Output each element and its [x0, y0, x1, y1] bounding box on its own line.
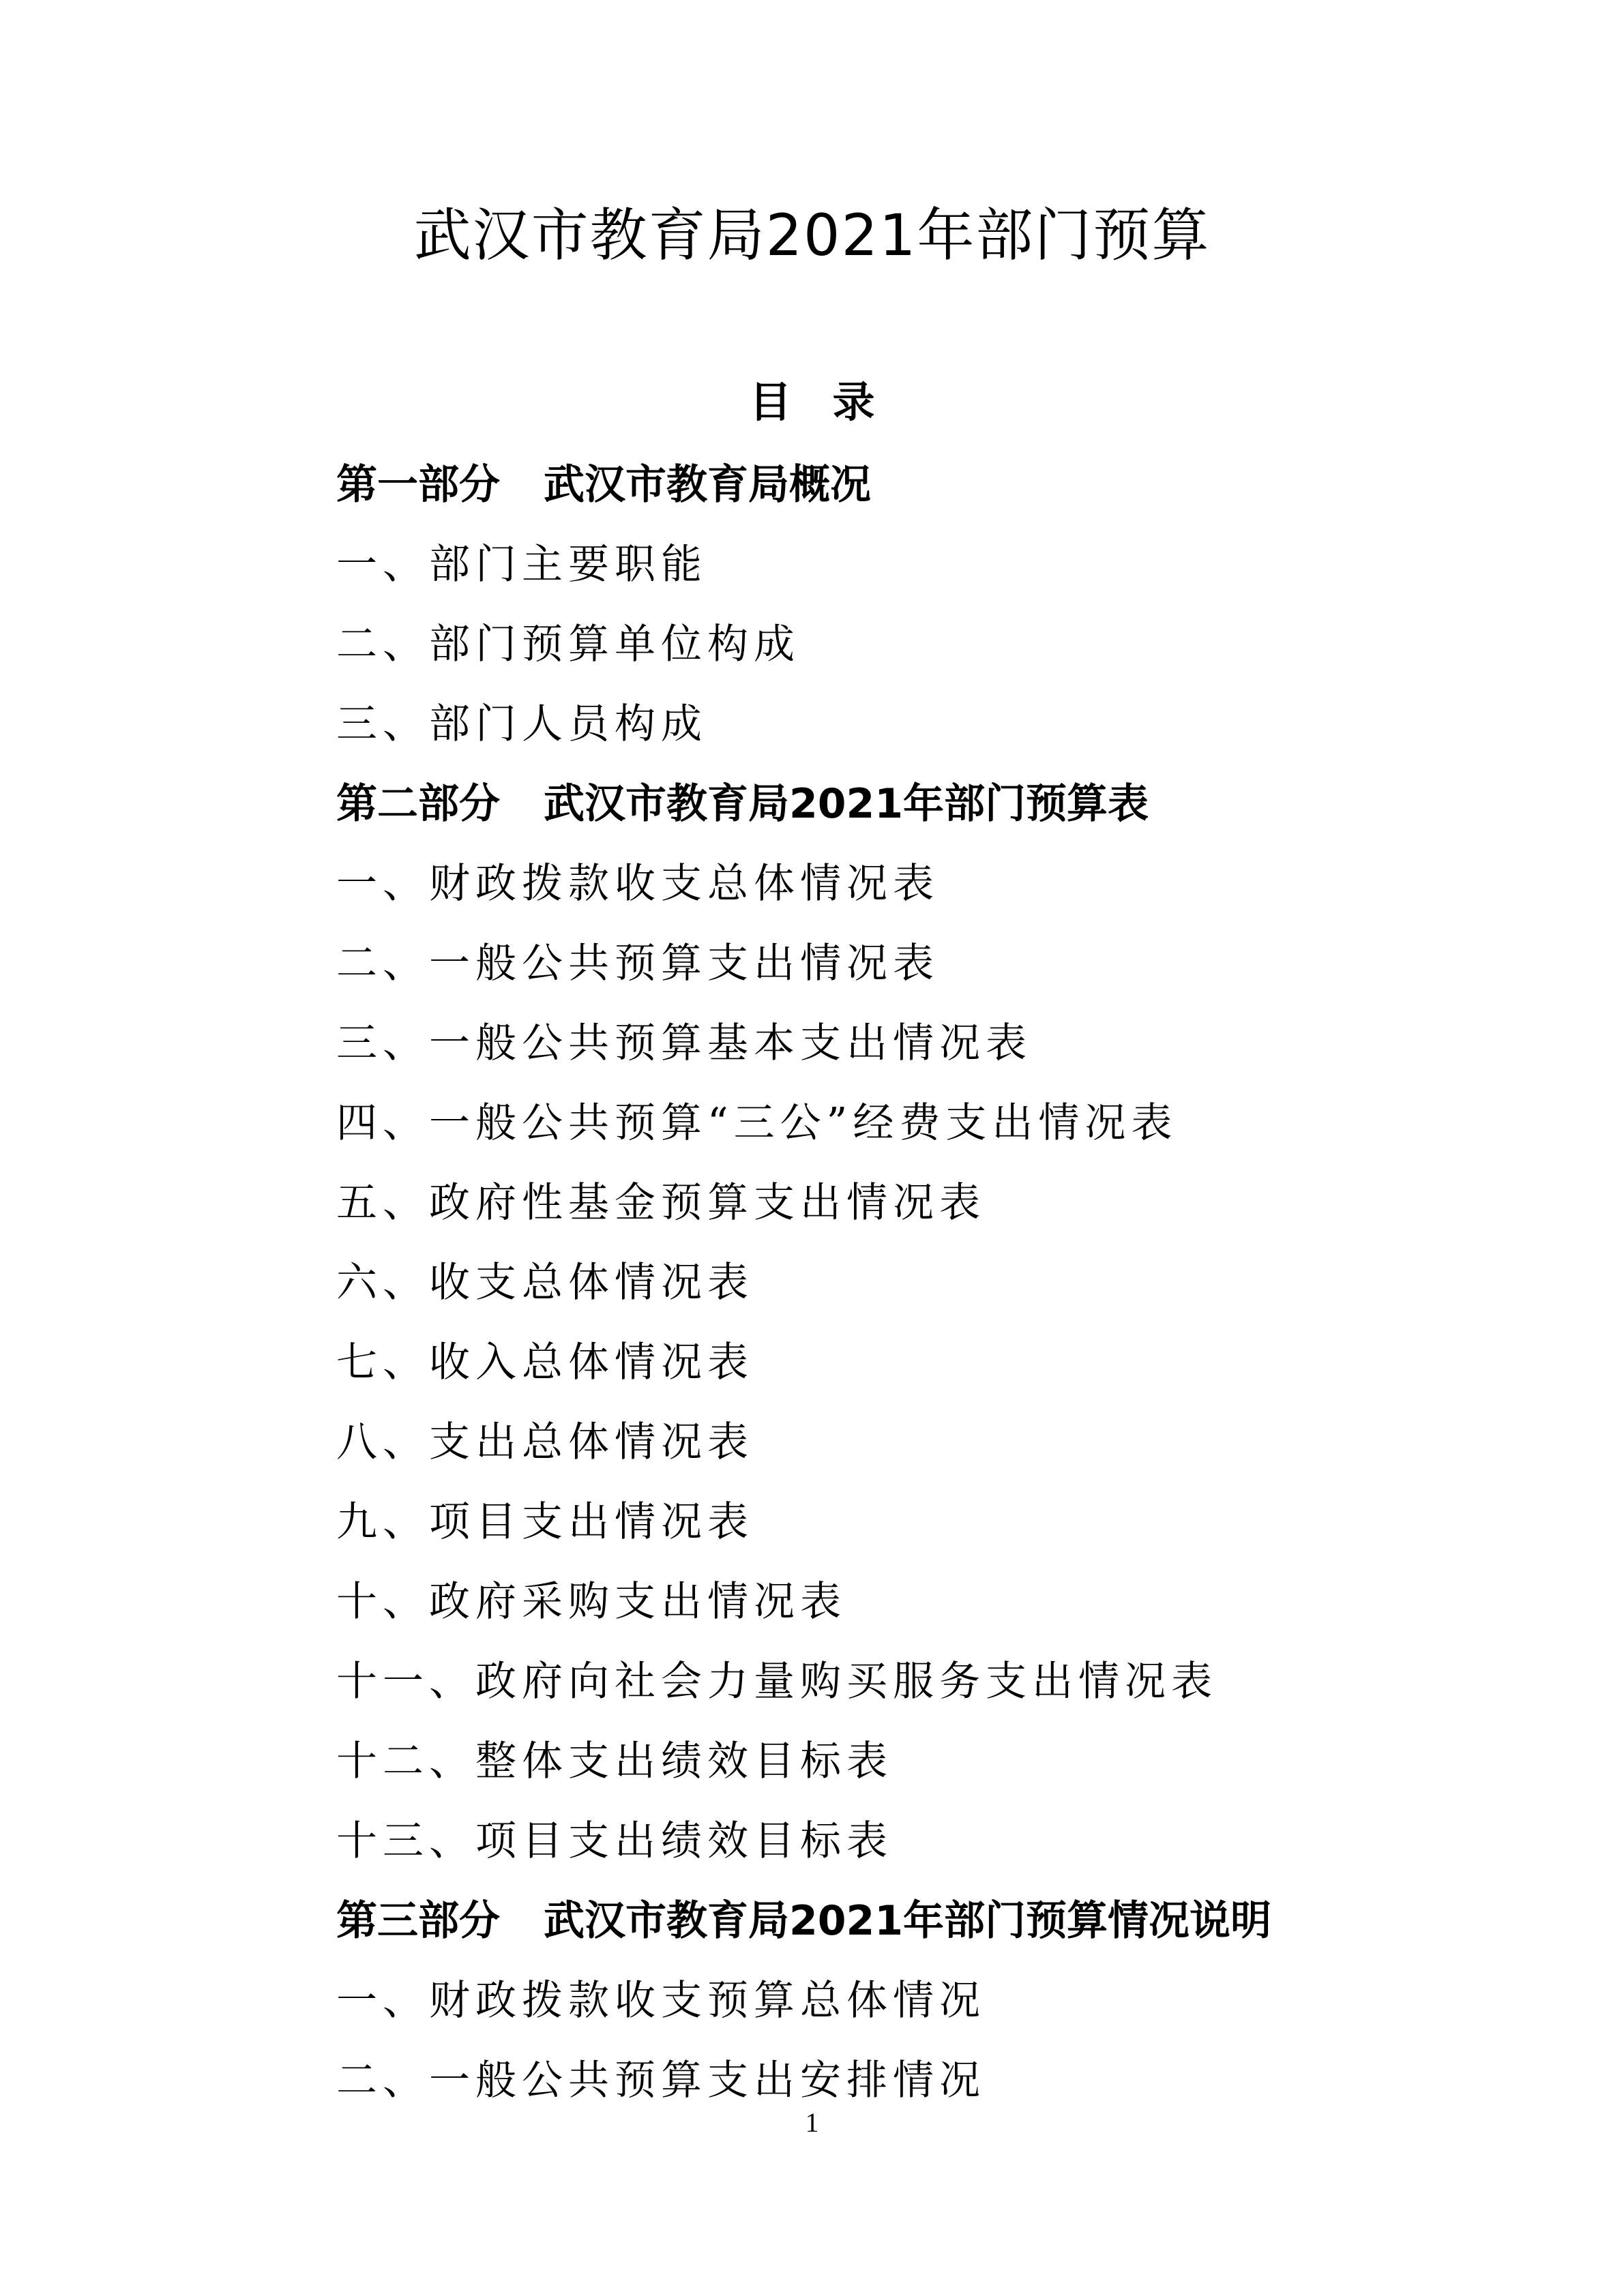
toc-entry[interactable]: 二、一般公共预算支出安排情况: [336, 2057, 986, 2104]
toc-entry[interactable]: 一、财政拨款收支预算总体情况: [336, 1977, 986, 2025]
toc-entry[interactable]: 十二、整体支出绩效目标表: [336, 1738, 893, 1785]
toc-entry[interactable]: 三、一般公共预算基本支出情况表: [336, 1019, 1032, 1067]
toc-part-2[interactable]: [336, 764, 1564, 844]
toc-entry[interactable]: 五、政府性基金预算支出情况表: [336, 1179, 986, 1227]
toc-part-1[interactable]: [336, 445, 1564, 525]
toc-part-3[interactable]: [336, 1881, 1564, 1961]
toc-entry[interactable]: 一、部门主要职能: [336, 541, 707, 588]
toc-part-label: 第二部分: [336, 780, 500, 828]
table-of-contents: [336, 445, 1564, 2121]
toc-entry[interactable]: 四、一般公共预算“三公”经费支出情况表: [336, 1099, 1178, 1147]
toc-part-label: 第一部分: [336, 461, 500, 509]
toc-entry[interactable]: 二、一般公共预算支出情况表: [336, 940, 939, 987]
toc-part-title: 武汉市教育局概况: [544, 461, 871, 509]
toc-entry[interactable]: 七、收入总体情况表: [336, 1339, 754, 1386]
page-number: 1: [805, 2107, 819, 2138]
toc-entry[interactable]: 十三、项目支出绩效目标表: [336, 1817, 893, 1865]
document-title: 武汉市教育局2021年部门预算: [413, 202, 1211, 269]
toc-part-title: 武汉市教育局2021年部门预算表: [544, 780, 1149, 828]
toc-entry[interactable]: 三、部门人员构成: [336, 700, 707, 748]
toc-entry[interactable]: 十一、政府向社会力量购买服务支出情况表: [336, 1658, 1217, 1705]
toc-entry[interactable]: 八、支出总体情况表: [336, 1418, 754, 1466]
toc-part-title: 武汉市教育局2021年部门预算情况说明: [544, 1897, 1271, 1945]
toc-entry[interactable]: 一、财政拨款收支总体情况表: [336, 860, 939, 908]
toc-entry[interactable]: 九、项目支出情况表: [336, 1498, 754, 1546]
toc-entry[interactable]: 十、政府采购支出情况表: [336, 1578, 846, 1626]
toc-part-label: 第三部分: [336, 1897, 500, 1945]
toc-entry[interactable]: 六、收支总体情况表: [336, 1259, 754, 1307]
toc-heading: 目录: [749, 377, 916, 427]
toc-entry[interactable]: 二、部门预算单位构成: [336, 621, 800, 668]
